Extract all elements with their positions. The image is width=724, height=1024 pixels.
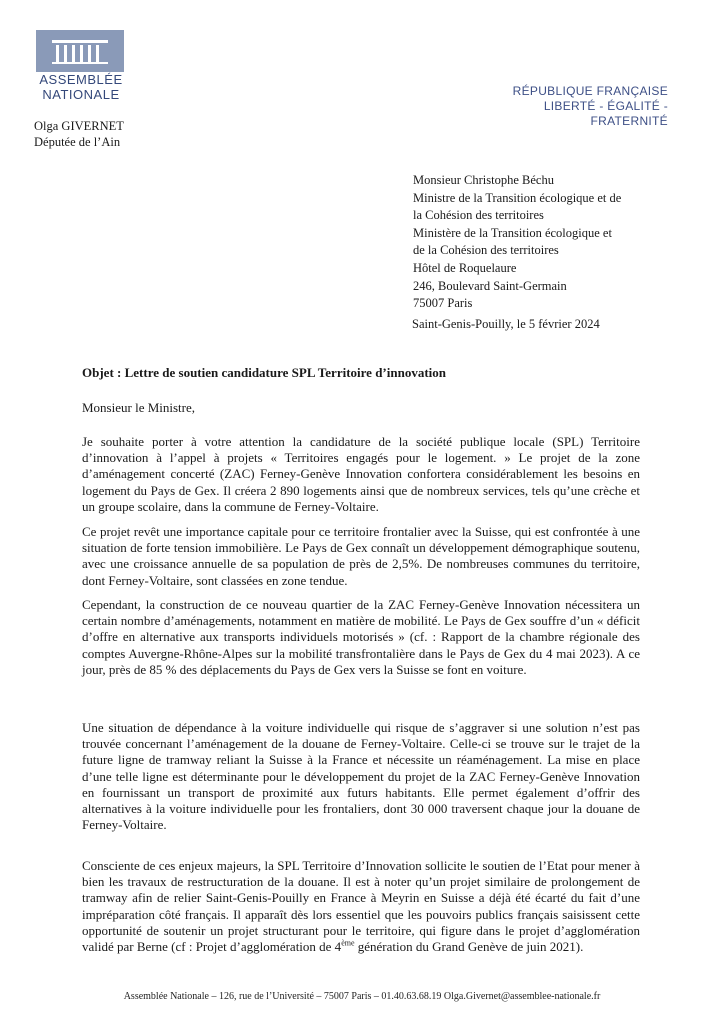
recipient-address	[413, 172, 621, 313]
author-title: Députée de l’Ain	[34, 135, 121, 149]
body-paragraph-4: Une situation de dépendance à la voiture individuelle qui risque de s’aggraver si une solution n’est pas trouvée concernant l’aménagement de la douane de Ferney-Voltaire. Celle-ci se trouve sur le trajet de la future ligne de tramway reliant la Suisse à la France et nécessite un réaménagement. La mise en place d’une telle ligne est déterminante pour le développement du projet de la ZAC Ferney-Genève Innovation en fournissant un transport de proximité aux futurs habitants. Elle permet également d’offrir des alternatives à la voiture individuelle pour les frontaliers, dont 30 000 traversent chaque jour la douane de Ferney-Voltaire.	[82, 720, 640, 833]
hemicycle-icon	[48, 36, 112, 66]
logo-line-2: NATIONALE	[42, 87, 120, 102]
address-line: la Cohésion des territoires	[413, 208, 544, 223]
letter-date: Saint-Genis-Pouilly, le 5 février 2024	[412, 317, 600, 331]
republic-motto: LIBERTÉ - ÉGALITÉ - FRATERNITÉ	[543, 99, 668, 128]
republic-title: RÉPUBLIQUE FRANÇAISE	[512, 84, 668, 98]
address-line: 75007 Paris	[413, 296, 473, 311]
assemblee-logo-text	[36, 72, 126, 102]
letter-salutation: Monsieur le Ministre,	[82, 400, 196, 415]
assemblee-logo-emblem	[36, 30, 124, 72]
logo-line-1: ASSEMBLÉE	[39, 72, 123, 87]
paragraph-5-main: Consciente de ces enjeux majeurs, la SPL Territoire d’Innovation sollicite le soutien de l’Etat pour mener à bien les travaux de restructuration de la douane. Il est à noter qu’un projet similaire de prolongement de tramway afin de relier Saint-Genis-Pouilly en France à Meyrin en Suisse a déjà été écarté du fait d’une impréparation côté français. Il apparaît dès lors essentiel que les pouvoirs publics français saisissent cette opportunité de soutenir un projet structurant pour le territoire, qui figure dans le projet d’agglomération validé par Berne (cf : Projet d’agglomération de 4	[82, 858, 640, 955]
body-paragraph-1: Je souhaite porter à votre attention la candidature de la société publique locale (SPL) Territoire d’innovation à l’appel à projets « Territoires engagés pour le logement. » Le projet de la zone d’aménagement concerté (ZAC) Ferney-Genève Innovation confortera considérablement les besoins en logement du Pays de Gex. Il créera 2 890 logements ainsi que de nombreux services, tels qu’une crèche et un groupe scolaire, dans la commune de Ferney-Voltaire.	[82, 434, 640, 514]
address-line: 246, Boulevard Saint-Germain	[413, 278, 567, 293]
address-line: Ministère de la Transition écologique et	[413, 225, 612, 240]
letter-subject: Objet : Lettre de soutien candidature SPL Territoire d’innovation	[82, 365, 447, 380]
republic-header	[480, 84, 668, 129]
author-block	[34, 118, 124, 150]
body-paragraph-2: Ce projet revêt une importance capitale pour ce territoire frontalier avec la Suisse, qui est confrontée à une situation de forte tension immobilière. Le Pays de Gex connaît un développement démographique soutenu, avec une croissance annuelle de sa population de près de 2,5%. De nombreuses communes du territoire, dont Ferney-Voltaire, sont classées en zone tendue.	[82, 524, 640, 588]
address-line: de la Cohésion des territoires	[413, 243, 559, 258]
body-paragraph-3: Cependant, la construction de ce nouveau quartier de la ZAC Ferney-Genève Innovation nécessitera un certain nombre d’aménagements, notamment en matière de mobilité. Le Pays de Gex souffre d’un « déficit d’offre en alternative aux transports individuels motorisés » (cf. : Rapport de la chambre régionale des comptes Auvergne-Rhône-Alpes sur la mobilité transfrontalière dans le Pays de Gex du 4 mai 2023). A ce jour, près de 85 % des déplacements du Pays de Gex vers la Suisse se font en voiture.	[82, 597, 640, 677]
ordinal-superscript: ème	[341, 938, 355, 948]
page-footer: Assemblée Nationale – 126, rue de l’Université – 75007 Paris – 01.40.63.68.19 Olga.Givernet@assemblee-nationale.fr	[123, 991, 601, 1002]
author-name: Olga GIVERNET	[34, 119, 124, 133]
address-line: Monsieur Christophe Béchu	[413, 173, 554, 187]
address-line: Ministre de la Transition écologique et de	[413, 190, 622, 205]
paragraph-5-end: génération du Grand Genève de juin 2021).	[354, 939, 584, 955]
address-line: Hôtel de Roquelaure	[413, 260, 517, 275]
body-paragraph-5	[82, 858, 640, 955]
